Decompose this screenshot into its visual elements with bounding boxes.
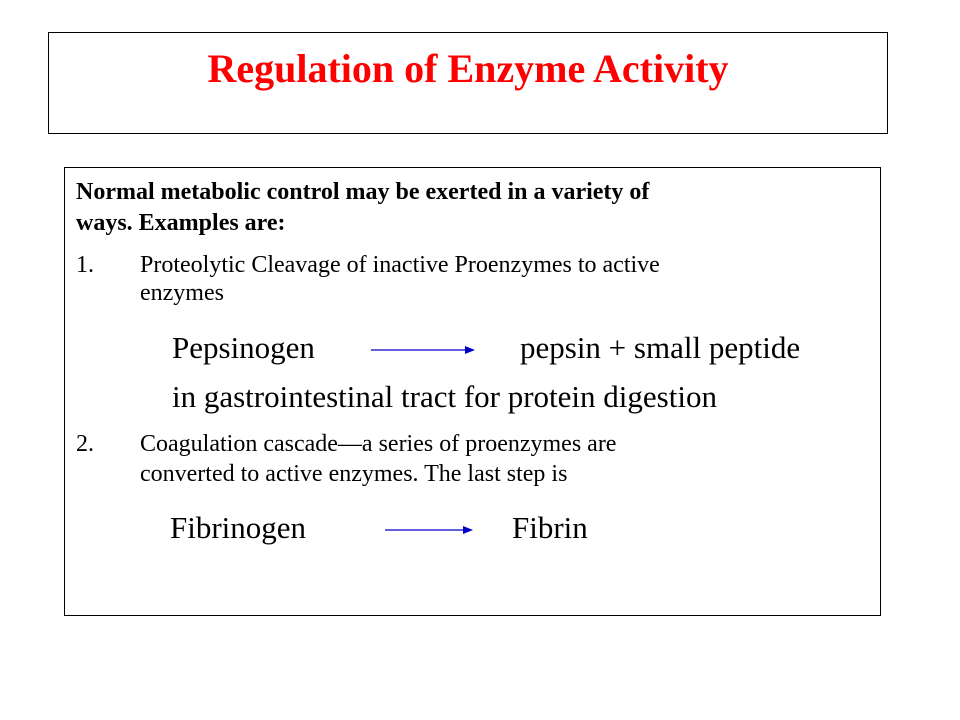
item-1-note: in gastrointestinal tract for protein digestion <box>172 379 717 414</box>
item-2-reactant: Fibrinogen <box>170 510 307 545</box>
item-2-line-1: Coagulation cascade—a series of proenzymes are <box>140 431 617 457</box>
reaction-arrow-icon <box>371 344 475 356</box>
title-box <box>48 32 888 134</box>
item-1-line-1: Proteolytic Cleavage of inactive Proenzymes to active <box>140 252 660 278</box>
arrow-head <box>463 526 473 534</box>
item-1-line-2: enzymes <box>140 280 224 306</box>
item-1-number: 1. <box>76 252 94 278</box>
content-box <box>64 167 881 616</box>
item-1-product: pepsin + small peptide <box>520 330 801 365</box>
item-2-line-2: converted to active enzymes. The last step is <box>140 461 568 487</box>
intro-line-1: Normal metabolic control may be exerted in a variety of <box>76 179 650 205</box>
reaction-arrow-icon <box>385 524 473 536</box>
item-2-product: Fibrin <box>512 510 588 545</box>
intro-line-2: ways. Examples are: <box>76 210 286 236</box>
slide-title: Regulation of Enzyme Activity <box>207 46 729 91</box>
item-1-reactant: Pepsinogen <box>172 330 315 365</box>
item-2-number: 2. <box>76 431 94 457</box>
arrow-head <box>465 346 475 354</box>
